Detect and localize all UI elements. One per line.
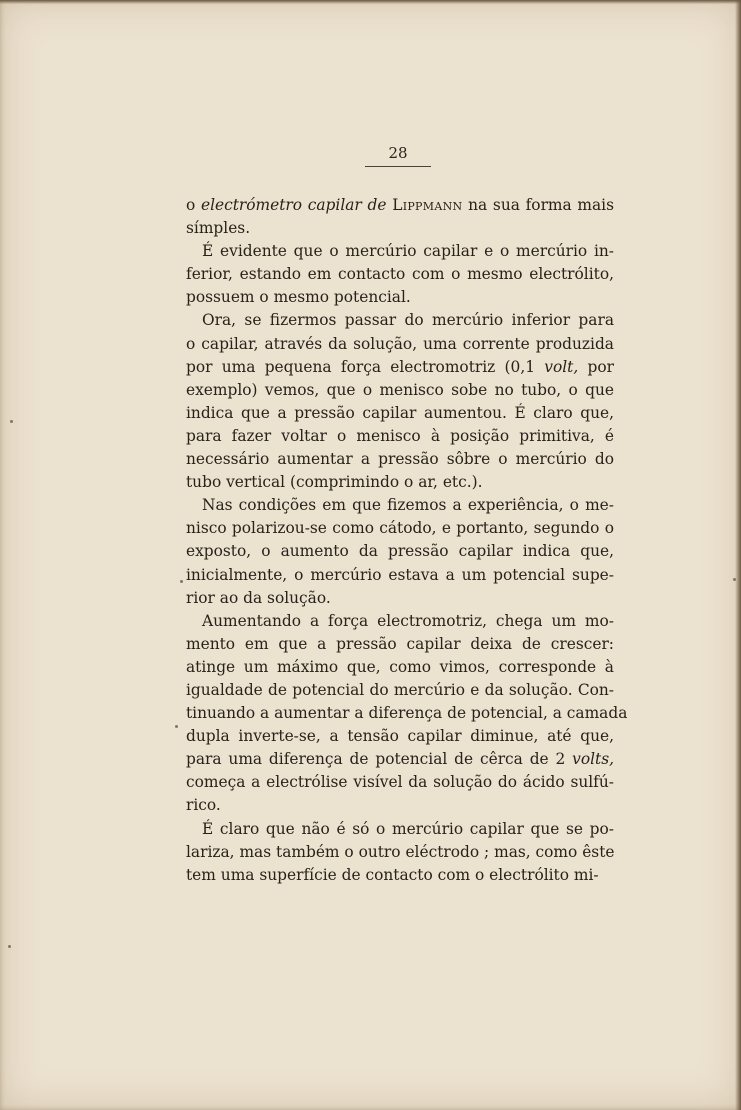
- text-run: tem uma superfície de contacto com o electrólito mi-: [186, 865, 599, 884]
- text-run: rico.: [186, 796, 221, 815]
- paper-speck: [180, 580, 183, 583]
- text-run: tinuando a aumentar a diferença de potencial, a camada: [186, 704, 628, 723]
- text-run: lariza, mas também o outro eléctrodo ; mas, como êste: [186, 842, 615, 861]
- text-line: [186, 217, 614, 240]
- paper-speck: [10, 420, 13, 423]
- text-line: [186, 587, 614, 610]
- text-line: [186, 194, 614, 217]
- text-run: Ora, se fizermos passar do mercúrio inferior para: [202, 311, 614, 330]
- paper-speck: [175, 725, 178, 728]
- text-run: o capilar, através da solução, uma corrente produzida: [186, 334, 614, 353]
- text-line: [186, 540, 614, 563]
- text-run: mento em que a pressão capilar deixa de crescer:: [186, 634, 614, 653]
- text-run: É claro que não é só o mercúrio capilar que se po-: [202, 819, 614, 838]
- paper-speck: [8, 945, 11, 948]
- text-run: exposto, o aumento da pressão capilar indica que,: [186, 542, 614, 561]
- italic-text: volts,: [572, 750, 614, 769]
- page-right-edge: [735, 0, 741, 1110]
- text-line: [186, 425, 614, 448]
- text-line: [186, 517, 614, 540]
- text-line: [186, 309, 614, 332]
- text-run: necessário aumentar a pressão sôbre o mercúrio do: [186, 450, 614, 469]
- text-line: [186, 864, 614, 887]
- text-line: [186, 841, 614, 864]
- text-line: [186, 564, 614, 587]
- text-run: ferior, estando em contacto com o mesmo electrólito,: [186, 265, 614, 284]
- text-line: [186, 471, 614, 494]
- text-run: símples.: [186, 219, 251, 238]
- text-line: [186, 379, 614, 402]
- text-run: tubo vertical (comprimindo o ar, etc.).: [186, 473, 483, 492]
- text-run: para fazer voltar o menisco à posição primitiva, é: [186, 426, 614, 445]
- text-line: [186, 633, 614, 656]
- text-run: o: [186, 196, 201, 214]
- page-number-rule: [365, 166, 431, 167]
- text-run: nisco polarizou-se como cátodo, e portanto, segundo o: [186, 519, 614, 538]
- text-line: [186, 702, 628, 725]
- text-line: [186, 818, 614, 841]
- page-top-edge: [0, 0, 741, 4]
- text-line: [186, 402, 614, 425]
- text-line: [186, 494, 614, 517]
- italic-text: electrómetro capilar de: [200, 196, 387, 214]
- text-run: rior ao da solução.: [186, 588, 331, 607]
- text-run: na sua forma mais: [462, 196, 614, 214]
- text-line: [186, 748, 614, 771]
- small-caps-name: Lippmann: [392, 196, 463, 214]
- text-run: possuem o mesmo potencial.: [186, 288, 411, 307]
- text-line: [186, 286, 614, 309]
- text-line: [186, 771, 614, 794]
- text-line: [186, 794, 614, 817]
- text-run: começa a electrólise visível da solução do ácido sulfú-: [186, 773, 614, 792]
- text-line: [186, 333, 614, 356]
- text-run: para uma diferença de potencial de cêrca de 2: [186, 750, 573, 769]
- text-line: [186, 679, 614, 702]
- text-line: [186, 610, 614, 633]
- text-run: inicialmente, o mercúrio estava a um potencial supe-: [186, 565, 614, 584]
- text-line: [186, 263, 614, 286]
- text-run: exemplo) vemos, que o menisco sobe no tubo, o que: [186, 380, 614, 399]
- page-number: 28: [388, 144, 408, 162]
- paper-speck: [733, 578, 736, 581]
- text-line: [186, 240, 614, 263]
- text-line: [186, 725, 614, 748]
- text-run: indica que a pressão capilar aumentou. É claro que,: [186, 403, 614, 422]
- text-run: Aumentando a força electromotriz, chega um mo-: [202, 611, 614, 630]
- body-text: [186, 194, 628, 887]
- text-run: É evidente que o mercúrio capilar e o mercúrio in-: [202, 242, 614, 261]
- text-run: dupla inverte-se, a tensão capilar diminue, até que,: [186, 727, 614, 746]
- text-line: [186, 356, 614, 379]
- text-run: por uma pequena força electromotriz (0,1: [186, 357, 545, 376]
- text-run: igualdade de potencial do mercúrio e da solução. Con-: [186, 680, 614, 699]
- text-line: [186, 448, 614, 471]
- text-run: atinge um máximo que, como vimos, corresponde à: [186, 657, 614, 676]
- text-run: Nas condições em que fizemos a experiência, o me-: [202, 496, 614, 515]
- text-line: [186, 656, 614, 679]
- italic-text: volt,: [544, 357, 579, 376]
- text-run: por: [578, 357, 614, 376]
